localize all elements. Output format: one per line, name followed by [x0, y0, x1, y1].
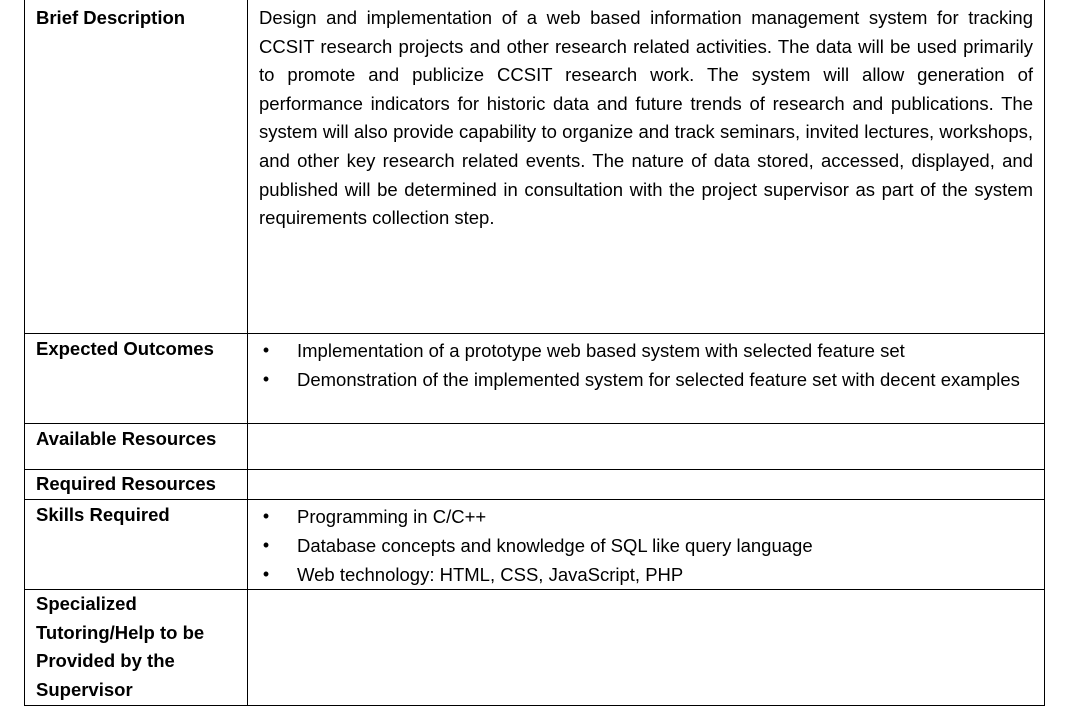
required-resources-label: Required Resources: [36, 473, 216, 494]
available-resources-value: [248, 424, 1044, 429]
bullet-icon: •: [262, 506, 270, 526]
bullet-icon: •: [262, 535, 270, 555]
tutoring-label-line: Tutoring/Help to be: [36, 621, 205, 643]
expected-outcomes-value-cell: [248, 334, 1045, 424]
bullet-icon: •: [262, 564, 270, 584]
required-resources-row: [25, 470, 1045, 500]
tutoring-row: [25, 590, 1045, 706]
tutoring-value-cell: [248, 590, 1045, 706]
required-resources-value-cell: [248, 470, 1045, 500]
tutoring-label: [25, 590, 247, 704]
skills-required-row: [25, 500, 1045, 590]
expected-outcomes-label-cell: [25, 334, 248, 424]
skills-required-label-cell: [25, 500, 248, 590]
expected-outcomes-row: [25, 334, 1045, 424]
list-item: [248, 365, 1033, 394]
bullet-icon: •: [262, 369, 270, 389]
expected-outcomes-list: [248, 334, 1044, 394]
brief-description-value-cell: [248, 0, 1045, 334]
available-resources-value-cell: [248, 424, 1045, 470]
skills-required-list: [248, 500, 1044, 589]
project-details-table: [24, 0, 1045, 706]
skills-required-label: Skills Required: [36, 504, 170, 525]
tutoring-label-line: Supervisor: [36, 678, 133, 700]
list-item: [248, 560, 1033, 589]
brief-description-label: Brief Description: [36, 7, 186, 28]
available-resources-label: Available Resources: [36, 428, 217, 449]
skills-required-value-cell: [248, 500, 1045, 590]
brief-description-text: Design and implementation of a web based information management system for tracking CCSIT research projects and other research related activities. The data will be used primarily to promote and publicize CCSIT research work. The system will allow generation of performance indicators for historic data and future trends of research and publications. The system will also provide capability to organize and track seminars, invited lectures, workshops, and other key research related events. The nature of data stored, accessed, displayed, and published will be determined in consultation with the project supervisor as part of the system requirements collection step.: [259, 7, 1033, 229]
expected-outcome-text: Implementation of a prototype web based system with selected feature set: [297, 340, 905, 361]
list-item: [248, 502, 1033, 531]
brief-description-label-cell: [25, 0, 248, 334]
skill-text: Database concepts and knowledge of SQL like query language: [297, 535, 813, 556]
available-resources-row: [25, 424, 1045, 470]
expected-outcomes-label: Expected Outcomes: [36, 338, 214, 359]
available-resources-label-cell: [25, 424, 248, 470]
skill-text: Programming in C/C++: [297, 506, 487, 527]
expected-outcome-text: Demonstration of the implemented system for selected feature set with decent examples: [297, 369, 1020, 390]
brief-description-row: [25, 0, 1045, 334]
skill-text: Web technology: HTML, CSS, JavaScript, PHP: [297, 564, 684, 585]
bullet-icon: •: [262, 340, 270, 360]
list-item: [248, 336, 1033, 365]
list-item: [248, 531, 1033, 560]
required-resources-value: [248, 470, 1044, 475]
required-resources-label-cell: [25, 470, 248, 500]
tutoring-label-cell: [25, 590, 248, 706]
tutoring-label-line: Provided by the: [36, 650, 175, 672]
tutoring-label-line: Specialized: [36, 593, 137, 614]
tutoring-value: [248, 590, 1044, 595]
